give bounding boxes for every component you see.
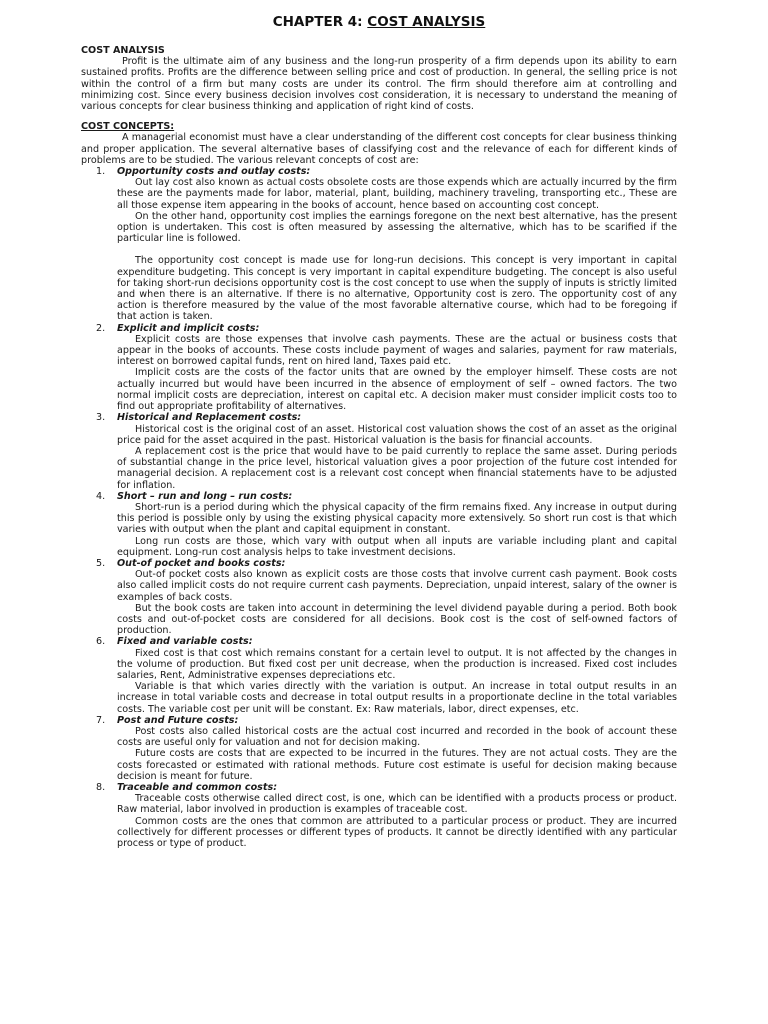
item-paragraph: Fixed cost is that cost which remains constant for a certain level to output. It is not affected by the changes in the volume of production. But fixed cost per unit decrease, when the production is increased. Fixed cost includes salaries, Rent, Administrative expenses depreciations etc.	[117, 647, 677, 681]
page-title	[81, 14, 677, 30]
list-item	[81, 558, 677, 636]
item-paragraph: Future costs are costs that are expected to be incurred in the futures. They are not actual costs. They are the costs forecasted or estimated with rational methods. Future cost estimate is useful for decision making because decision is meant for future.	[117, 748, 677, 782]
concepts-paragraph: A managerial economist must have a clear understanding of the different cost concepts for clear business thinking and proper application. The several alternative bases of classifying cost and the relevance of each for different kinds of problems are to be studied. The various relevant concepts of cost are:	[81, 132, 677, 166]
list-item	[81, 782, 677, 849]
document-page	[81, 14, 677, 849]
item-paragraph: Common costs are the ones that common are attributed to a particular process or product. They are incurred collectively for different processes or different types of products. It cannot be directly identified with any particular process or type of product.	[117, 815, 677, 850]
item-number: 2.	[96, 322, 106, 334]
item-paragraph: Traceable costs otherwise called direct cost, is one, which can be identified with a products process or product. Raw material, labor involved in production is examples of traceable cost.	[117, 793, 677, 816]
list-item	[81, 491, 677, 558]
list-item	[81, 715, 677, 782]
item-number: 3.	[96, 412, 106, 424]
item-number: 6.	[96, 636, 106, 648]
item-title: Traceable and common costs:	[117, 782, 278, 793]
list-item	[81, 636, 677, 714]
item-title: Post and Future costs:	[117, 714, 239, 726]
item-title: Opportunity costs and outlay costs:	[117, 166, 311, 178]
title-prefix: CHAPTER 4:	[272, 14, 368, 30]
concepts-heading: COST CONCEPTS:	[81, 121, 175, 133]
item-title: Out-of pocket and books costs:	[117, 557, 286, 569]
list-item	[81, 323, 677, 413]
item-paragraph: Long run costs are those, which vary with output when all inputs are variable including plant and capital equipment. Long-run cost analysis helps to take investment decisions.	[117, 535, 677, 558]
item-paragraph: Implicit costs are the costs of the factor units that are owned by the employer himself. These costs are not actually incurred but would have been incurred in the absence of employment of self – owned factors. The two normal implicit costs are depreciation, interest on capital etc. A decision maker must consider implicit costs too to find out appropriate profitability of alternatives.	[117, 367, 677, 413]
list-item	[81, 166, 677, 323]
intro-paragraph: Profit is the ultimate aim of any business and the long-run prosperity of a firm depends upon its ability to earn sustained profits. Profits are the difference between selling price and cost of production. In general, the selling price is not within the control of a firm but many costs are under its control. The firm should therefore aim at controlling and minimizing cost. Since every business decision involves cost consideration, it is necessary to understand the meaning of various concepts for clear business thinking and application of right kind of costs.	[81, 56, 677, 113]
item-number: 8.	[96, 782, 106, 793]
item-title: Fixed and variable costs:	[117, 636, 253, 648]
item-paragraph: On the other hand, opportunity cost implies the earnings foregone on the next best alternative, has the present option is undertaken. This cost is often measured by assessing the alternative, which has to be scarified if the particular line is followed.	[117, 210, 677, 245]
paragraph-gap	[117, 244, 677, 255]
item-number: 7.	[96, 714, 106, 726]
item-paragraph: Out-of pocket costs also known as explicit costs are those costs that involve current cash payment. Book costs also called implicit costs do not require current cash payments. Depreciation, unpaid interest, salary of the owner is examples of back costs.	[117, 569, 677, 603]
item-title: Short – run and long – run costs:	[117, 490, 293, 502]
cost-concepts-list	[81, 166, 677, 849]
item-title: Historical and Replacement costs:	[117, 412, 302, 424]
item-paragraph: Explicit costs are those expenses that involve cash payments. These are the actual or business costs that appear in the books of accounts. These costs include payment of wages and salaries, payment for raw materials, interest on borrowed capital funds, rent on hired land, Taxes paid etc.	[117, 333, 677, 368]
title-main: COST ANALYSIS	[367, 14, 486, 30]
item-paragraph: The opportunity cost concept is made use for long-run decisions. This concept is very important in capital expenditure budgeting. This concept is very important in capital expenditure budgeting. The concept is also useful for taking short-run decisions opportunity cost is the cost concept to use when the supply of inputs is strictly limited and when there is an alternative. If there is no alternative, Opportunity cost is zero. The opportunity cost of any action is therefore measured by the value of the most favorable alternative course, which had to be foregoing if that action is taken.	[117, 255, 677, 323]
intro-heading: COST ANALYSIS	[81, 45, 165, 56]
list-item	[81, 412, 677, 490]
item-paragraph: Short-run is a period during which the physical capacity of the firm remains fixed. Any increase in output during this period is possible only by using the existing physical capacity more extensively. So short run cost is that which varies with output when the plant and capital equipment in constant.	[117, 501, 677, 536]
item-number: 1.	[96, 166, 106, 178]
item-paragraph: Variable is that which varies directly with the variation is output. An increase in total output results in an increase in total variable costs and decrease in total output results in a proportionate decline in the total variables costs. The variable cost per unit will be constant. Ex: Raw materials, labor, direct expenses, etc.	[117, 681, 677, 715]
item-paragraph: A replacement cost is the price that would have to be paid currently to replace the same asset. During periods of substantial change in the price level, historical valuation gives a poor projection of the future cost intended for managerial decision. A replacement cost is a relevant cost concept when financial statements have to be adjusted for inflation.	[117, 445, 677, 491]
item-paragraph: Historical cost is the original cost of an asset. Historical cost valuation shows the cost of an asset as the original price paid for the asset acquired in the past. Historical valuation is the basis for financial accounts.	[117, 423, 677, 446]
item-number: 5.	[96, 557, 106, 569]
item-paragraph: But the book costs are taken into account in determining the level dividend payable during a period. Both book costs and out-of-pocket costs are considered for all decisions. Book cost is the cost of self-owned factors of production.	[117, 602, 677, 637]
item-paragraph: Out lay cost also known as actual costs obsolete costs are those expends which are actually incurred by the firm these are the payments made for labor, material, plant, building, machinery traveling, transporting etc., These are all those expense item appearing in the books of account, hence based on accounting cost concept.	[117, 177, 677, 211]
item-number: 4.	[96, 490, 106, 502]
item-paragraph: Post costs also called historical costs are the actual cost incurred and recorded in the book of account these costs are useful only for valuation and not for decision making.	[117, 725, 677, 749]
item-title: Explicit and implicit costs:	[117, 322, 260, 334]
